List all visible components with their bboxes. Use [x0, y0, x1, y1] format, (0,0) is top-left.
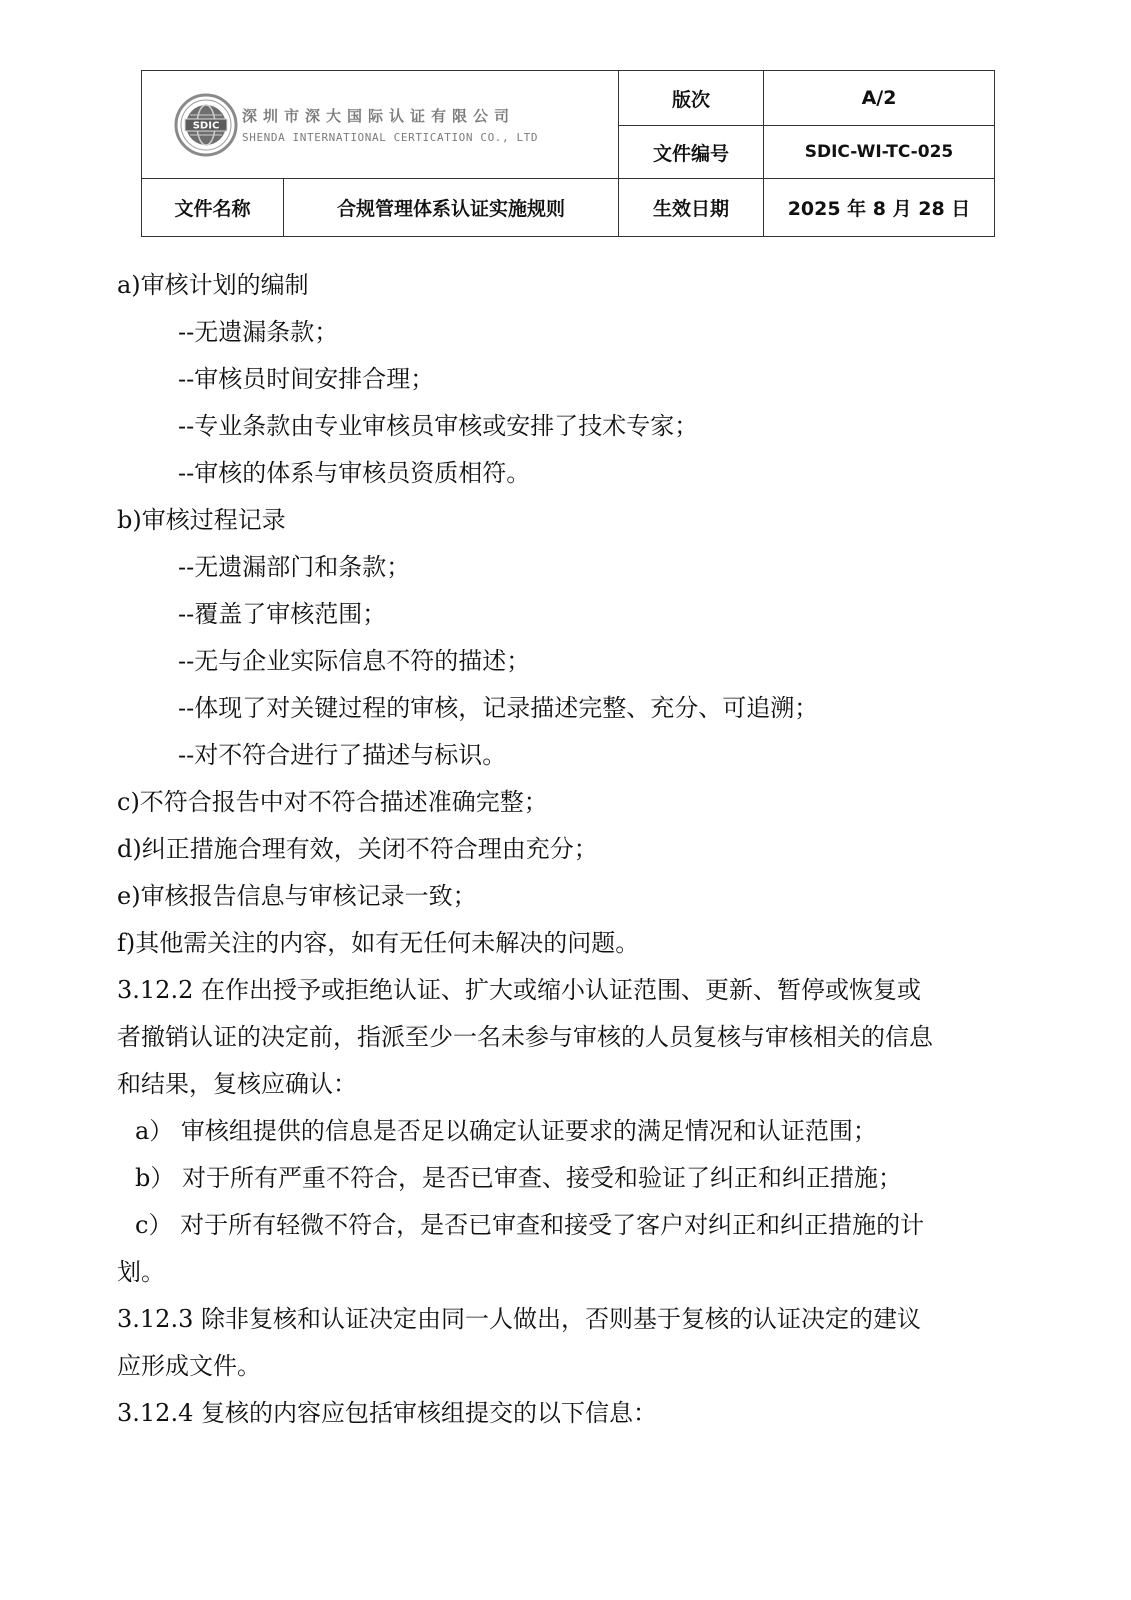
- body-line: 划。: [117, 1258, 165, 1286]
- company-name-cn: 深圳市深大国际认证有限公司: [242, 107, 516, 125]
- body-line: b)审核过程记录: [117, 506, 286, 534]
- body-line: 和结果，复核应确认：: [117, 1070, 357, 1098]
- body-line: e)审核报告信息与审核记录一致；: [117, 882, 477, 910]
- version-value: A/2: [764, 71, 995, 126]
- body-line: a） 审核组提供的信息是否足以确定认证要求的满足情况和认证范围；: [135, 1117, 877, 1145]
- version-label: 版次: [619, 71, 764, 126]
- body-line: d)纠正措施合理有效，关闭不符合理由充分；: [117, 835, 598, 863]
- effective-date-label: 生效日期: [619, 179, 764, 237]
- body-line: f)其他需关注的内容，如有无任何未解决的问题。: [117, 929, 640, 957]
- body-line: c） 对于所有轻微不符合，是否已审查和接受了客户对纠正和纠正措施的计: [135, 1211, 925, 1239]
- body-line: --无遗漏部门和条款；: [178, 553, 411, 581]
- body-line: a)审核计划的编制: [117, 271, 309, 299]
- body-line: --审核员时间安排合理；: [178, 365, 435, 393]
- document-header-table: [141, 70, 995, 237]
- body-line: c)不符合报告中对不符合描述准确完整；: [117, 788, 548, 816]
- document-number-value: SDIC-WI-TC-025: [764, 126, 995, 179]
- body-line: --审核的体系与审核员资质相符。: [178, 459, 531, 487]
- company-logo-cell: [142, 71, 619, 179]
- body-line: 3.12.4 复核的内容应包括审核组提交的以下信息：: [117, 1399, 657, 1427]
- body-line: --覆盖了审核范围；: [178, 600, 387, 628]
- body-line: --无遗漏条款；: [178, 318, 339, 346]
- body-line: --无与企业实际信息不符的描述；: [178, 647, 531, 675]
- company-logo: [174, 93, 554, 163]
- document-name-label: 文件名称: [142, 179, 284, 237]
- body-line: 3.12.2 在作出授予或拒绝认证、扩大或缩小认证范围、更新、暂停或恢复或: [117, 976, 921, 1004]
- body-line: --对不符合进行了描述与标识。: [178, 741, 507, 769]
- body-line: --专业条款由专业审核员审核或安排了技术专家；: [178, 412, 699, 440]
- logo-mark-text: SDIC: [192, 120, 220, 132]
- body-line: b） 对于所有严重不符合，是否已审查、接受和验证了纠正和纠正措施；: [135, 1164, 902, 1192]
- globe-emblem-icon: [174, 93, 238, 157]
- document-name-value: 合规管理体系认证实施规则: [284, 179, 619, 237]
- company-name-en: SHENDA INTERNATIONAL CERTICATION CO., LTD: [242, 131, 539, 144]
- effective-date-value: 2025 年 8 月 28 日: [764, 179, 995, 237]
- body-line: 者撤销认证的决定前，指派至少一名未参与审核的人员复核与审核相关的信息: [117, 1023, 933, 1051]
- body-line: --体现了对关键过程的审核，记录描述完整、充分、可追溯；: [178, 694, 819, 722]
- document-number-label: 文件编号: [619, 126, 764, 179]
- body-line: 应形成文件。: [117, 1352, 261, 1380]
- body-line: 3.12.3 除非复核和认证决定由同一人做出，否则基于复核的认证决定的建议: [117, 1305, 921, 1333]
